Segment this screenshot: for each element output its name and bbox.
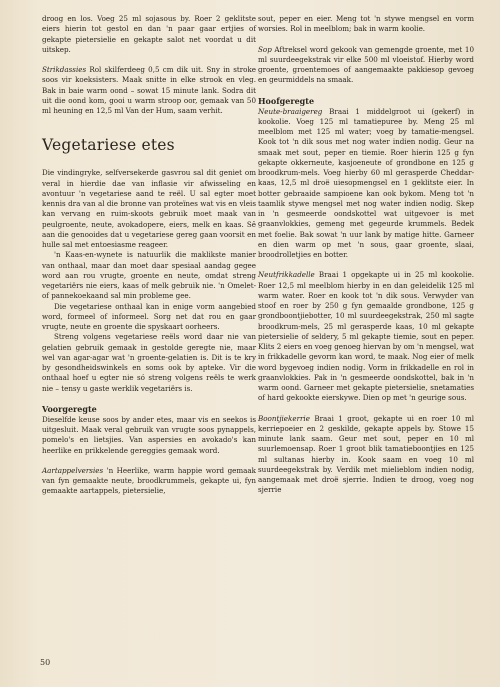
recipe-title: Boontjiekerrie: [258, 413, 310, 423]
subheading-hoofgeregte: Hoofgeregte: [258, 95, 315, 106]
subheading-voorgeregte: Voorgeregte: [42, 403, 97, 414]
paragraph: Die vindingryke, selfversekerde gasvrou sal dit geniet om veral in hierdie dae van inflasie vir afwisseling en avontuur 'n vegetariese aand te reël. U sal egter moet kennis dra van al die bronne van proteïnes wat vis en vleis kan vervang en ruim-skoots gebruik moet maak van peulgroente, neute, avokadopere, eiers, melk en kaas. Sê aan die genooides dat u vegetariese gereg gaan voorsit en hulle sal met entoesiasme reageer.: [42, 168, 256, 249]
right-column: [258, 14, 474, 496]
recipe-title: Sop: [258, 44, 272, 54]
recipe-neutfrikkadelle: Neutfrikkadelle Braai 1 opgekapte ui in 25 ml kookolie. Roer 12,5 ml meelblom hierby in en dan geleidelik 125 ml warm water. Roer en kook tot 'n dik sous. Verwyder van stoof en roer by 250 g fyn gemaalde grondbone, 125 g grondboontjiebotter, 10 ml suurdeegekstrak, 250 ml sagte broodkrum-mels, 25 ml gerasperde kaas, 10 ml gekapte pietersielie of seldery, 5 ml gekapte tiemie, sout en peper. Klits 2 eiers en voeg genoeg hiervan by om 'n mengsel, wat in frikkadelle gevorm kan word, te maak. Nog eier of melk word bygevoeg indien nodig. Vorm in frikkadelle en rol in graanvlokkies. Pak in 'n gesmeerde oondskottel, bak in 'n warm oond. Garneer met gekapte pietersielie, snetamaties of hard gekookte eierskywe. Dien op met 'n geurige sous.: [258, 270, 474, 403]
recipe-title: Neute-braaigereg: [258, 106, 323, 116]
recipe-sop: Sop Aftreksel word gekook van gemengde groente, met 10 ml suurdeegekstrak vir elke 500 ml vloeistof. Hierby word groente, groentemoes of aangemaakte pakkiesop gevoeg en geurmiddels na smaak.: [258, 44, 474, 85]
recipe-title: Aartappelversies: [42, 465, 104, 475]
page-number: 50: [40, 658, 51, 667]
recipe-title: Neutfrikkadelle: [258, 270, 315, 280]
recipe-neute-braaigereg: Neute-braaigereg Braai 1 middelgroot ui (gekerf) in kookolie. Voeg 125 ml tamatiepuree by. Meng 25 ml meelblom met 125 ml water; voeg by tamatie-mengsel. Kook tot 'n dik sous met nog water indien nodig. Geur na smaak met sout, peper en tiemie. Roer hierin 125 g fyn gekapte okkerneute, kasjoeneute of grondbone en 125 g broodkrum-mels. Voeg hierby 60 ml gerasperde Cheddar-kaas, 12,5 ml droë uiesopmengsel en 1 geklitste eier. In botter gebraaide sampioene kan ook bykom. Meng tot 'n taamlik stywe mengsel met nog water indien nodig. Skep in 'n gesmeerde oondskottel wat uitgevoer is met graanvlokkies, gemeng met gegeurde krummels. Bedek met foelie. Bak sowat 'n uur lank by matige hitte. Garneer en dien warm op met 'n sous, gaar groente, slaai, broodrolletjies en botter.: [258, 106, 474, 259]
paragraph: Dieselfde keuse soos by ander etes, maar vis en seekos is uitgesluit. Maak veral gebruik van vrugte soos pynappels, pomelo's en lietsjies. Van aspersies en avokado's kan heerlike en prikkelende gereggies gemaak word.: [42, 414, 256, 455]
recipe-aartappelversies: Aartappelversies 'n Heerlike, warm happie word gemaak van fyn gemaakte neute, broodkrummels, gekapte ui, fyn gemaakte aartappels, pietersielie,: [42, 465, 256, 496]
recipe-boontjiekerrie: Boontjiekerrie Braai 1 groot, gekapte ui en roer 10 ml kerriepoeier en 2 geskilde, gekapte appels by. Stowe 15 minute lank saam. Geur met sout, peper en 10 ml suurlemoensap. Roer 1 groot blik tamatieboontjies en 125 ml sultanas hierby in. Kook saam en voeg 10 ml suurdeegekstrak by. Verdik met mielieblom indien nodig, aangemaak met droë sjerrie. Indien te droog, voeg nog sjerrie: [258, 413, 474, 495]
section-heading: Vegetariese etes: [42, 136, 175, 155]
paragraph: Die vegetariese onthaal kan in enige vorm aangebied word, formeel of informeel. Sorg net dat rou en gaar vrugte, neute en groente die spyskaart oorheers.: [42, 301, 256, 331]
recipe-title: Strikdassies: [42, 65, 87, 74]
left-column: [42, 14, 256, 497]
paragraph: sout, peper en eier. Meng tot 'n stywe mengsel en vorm worsies. Rol in meelblom; bak in warm koolie.: [258, 14, 474, 34]
paragraph: droog en los. Voeg 25 ml sojasous by. Roer 2 geklitste eiers hierin tot gestol en dan 'n paar gaar ertjies of gekapte pietersielie en gekapte salot net voordat u dit uitskep.: [42, 14, 256, 54]
paragraph: Streng volgens vegetariese reëls word daar nie van gelatien gebruik gemaak in gestolde geregte nie, maar wel van agar-agar wat 'n groente-gelatien is. Dit is te kry by gesondheidswinkels en soms ook by apteke. Vir die onthaal hoef u egter nie só streng volgens reëls te werk nie – tensy u gaste werklik vegetariërs is.: [42, 332, 256, 393]
recipe-strikdassies: Strikdassies Rol skilferdeeg 0,5 cm dik uit. Sny in stroke soos vir koeksisters. Maak snitte in elke strook en vleg. Bak in baie warm oond – sowat 15 minute lank. Sodra dit uit die oond kom, gooi u warm stroop oor, gemaak van 50 ml heuning en 12,5 ml Van der Hum, saam verhit.: [42, 65, 256, 115]
paragraph: 'n Kaas-en-wynete is natuurlik die maklikste manier van onthaal, maar dan moet daar spesiaal aandag gegee word aan rou vrugte, groente en neute, omdat streng vegetariërs nie eiers, kaas of melk gebruik nie. 'n Omelet- of pannekoekaand sal min probleme gee.: [42, 250, 256, 301]
